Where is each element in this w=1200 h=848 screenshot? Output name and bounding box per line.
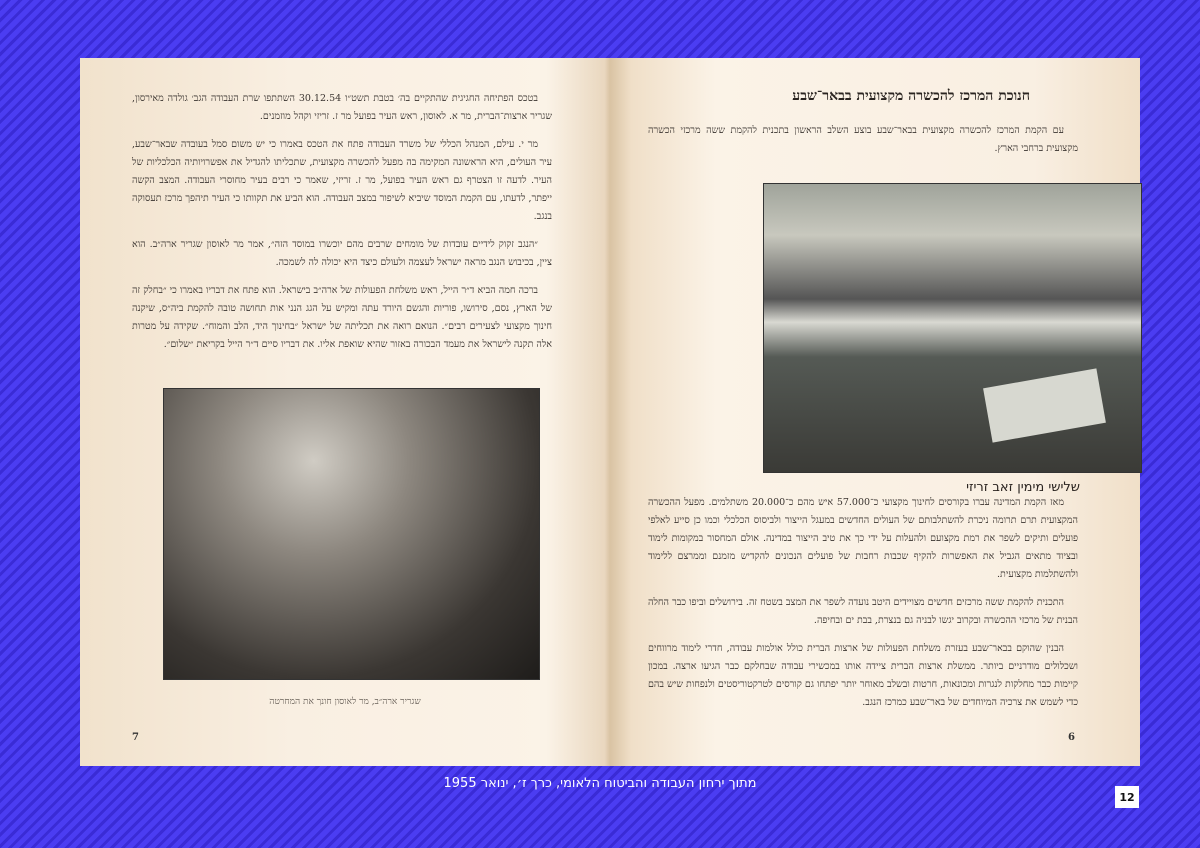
photo-ceremony <box>763 183 1142 473</box>
sign-board <box>983 368 1106 442</box>
right-page <box>610 58 1140 766</box>
page-number: 6 <box>1068 732 1075 743</box>
left-page-text <box>132 90 552 364</box>
intro-paragraph: עם הקמת המרכז להכשרה מקצועית בבאר־שבע בוצע השלב הראשון בתכנית להקמת ששה מרכזי הכשרה מקצועית ברחבי הארץ. <box>648 125 1078 154</box>
paragraph: ״הנגב זקוק לידיים עובדות של מומחים שרבים מהם יוכשרו במוסד הזה״, אמר מר לאוסון שגריר ארה״ב. הוא ציין, בכיבוש הנגב מראה ישראל לעצמה ולעולם כיצד היא יכולה לה לשמכה. <box>132 239 552 268</box>
paragraph: הבנין שהוקם בבאר־שבע בעזרת משלחת הפעולות של ארצות הברית כולל אולמות עבודה, חדרי לימוד מרווחים ושכלולים מודרניים ביותר. ממשלת ארצות הברית ציידה אותו במכשירי עבודה שבחלקם כבר הגיעו ארצה. במכון קיימות כבר מחלקות לנגרות ומכונאות, חרטות ובשלב מאוחר יותר יפתחו גם קורסים לטרקטוריסטים ולנפחות שיש בהם כדי לשמש את צרכיה המיוחדים של באר־שבע כמרכז הנגב. <box>648 643 1078 708</box>
article-title: חנוכת המרכז להכשרה מקצועית בבאר־שבע <box>792 88 1030 104</box>
book-spread <box>80 58 1140 766</box>
photo-ambassador-lathe <box>163 388 540 680</box>
photo-caption: שגריר ארה״ב, מר לאוסון חונך את המחרטה <box>269 697 421 707</box>
paragraph: בטכס הפתיחה החגיגית שהתקיים בה׳ בטבת תשט״ו 30.12.54 השתתפו שרת העבודה הגב׳ גולדה מאירסון, שגריר ארצות־הברית, מר א. לאוסון, ראש העיר בפועל מר ז. זריזי וקהל מוזמנים. <box>132 93 552 122</box>
paragraph: ברכה חמה הביא ד״ר הייל, ראש משלחת הפעולות של ארה״ב בישראל. הוא פתח את דבריו באמרו כי ״בחלק זה של הארץ, נסם, סירושו, פוריות והגשם היורד עתה ומקיש על הגג הנני אות תחושה טובה להקמת ביה״ס, שיקנה חינוך מקצועי לצעירים רבים״. הנואם רואה את תכליתה של ישראל ״בחינוך היד, הלב והמוח״. שקידה על מטרות אלה תקנה לישראל את מעמד הבכורה באזור שהיא שואפת אליו. את דבריו סיים ד״ר הייל בקריאת ״שלום״. <box>132 285 552 350</box>
paragraph: מר י. עילם, המנהל הכללי של משרד העבודה פתח את הטכס באמרו כי יש משום סמל בעובדה שבאר־שבע, עיר העולים, היא הראשונה המקימה בה מפעל להכשרה מקצועית, שתכליתו להגדיל את אפשרויותיה הכלכליות של העיר. לדעה זו הצטרף גם ראש העיר בפועל, מר ז. זריזי, שאמר כי רבים בעיר מחוסרי העבודה. המצב הקשה ייפתר, לדעתו, עם הקמת המוסד שיביא לשיפור במצב העבודה. הוא הביע את תקוותו כי העיר תיהפך מרכז תעסוקה בנגב. <box>132 139 552 222</box>
page-number: 7 <box>132 732 139 743</box>
photo-caption: שלישי מימין זאב זריזי <box>966 480 1080 495</box>
slide-number: 12 <box>1115 786 1139 808</box>
paragraph: התכנית להקמת ששה מרכזים חדשים מצויידים היטב נועדה לשפר את המצב בשטח זה. בירושלים וביפו כבר החלה הבנית של מרכזי ההכשרה ובקרוב יגשו לבניה גם בנצרת, בבת ים ובחיפה. <box>648 597 1078 626</box>
left-page <box>80 58 610 766</box>
paragraph: מאז הקמת המדינה עברו בקורסים לחינוך מקצועי כ־57.000 איש מהם כ־20.000 משתלמים. מפעל ההכשרה המקצועית תרם תרומה ניכרת להשתלבותם של העולים החדשים במעגל הייצור ולביסוס הכלכלי וכמו כן סייע לאלפי פועלים ותיקים לשפר את רמת מקצועם ולהעלות על ידי כך את טיב הייצור במדינה. אולם המחסור במקומות לימוד ובציוד מתאים הגביל את האפשרות להקיף שכבות רחבות של פועלים הנכונים להקדיש מזמנם וממרצם ללימוד ולהשתלמות מקצועית. <box>648 497 1078 580</box>
source-citation: מתוך ירחון העבודה והביטוח הלאומי, כרך ז׳, ינואר 1955 <box>443 776 757 791</box>
right-page-text <box>648 494 1078 722</box>
